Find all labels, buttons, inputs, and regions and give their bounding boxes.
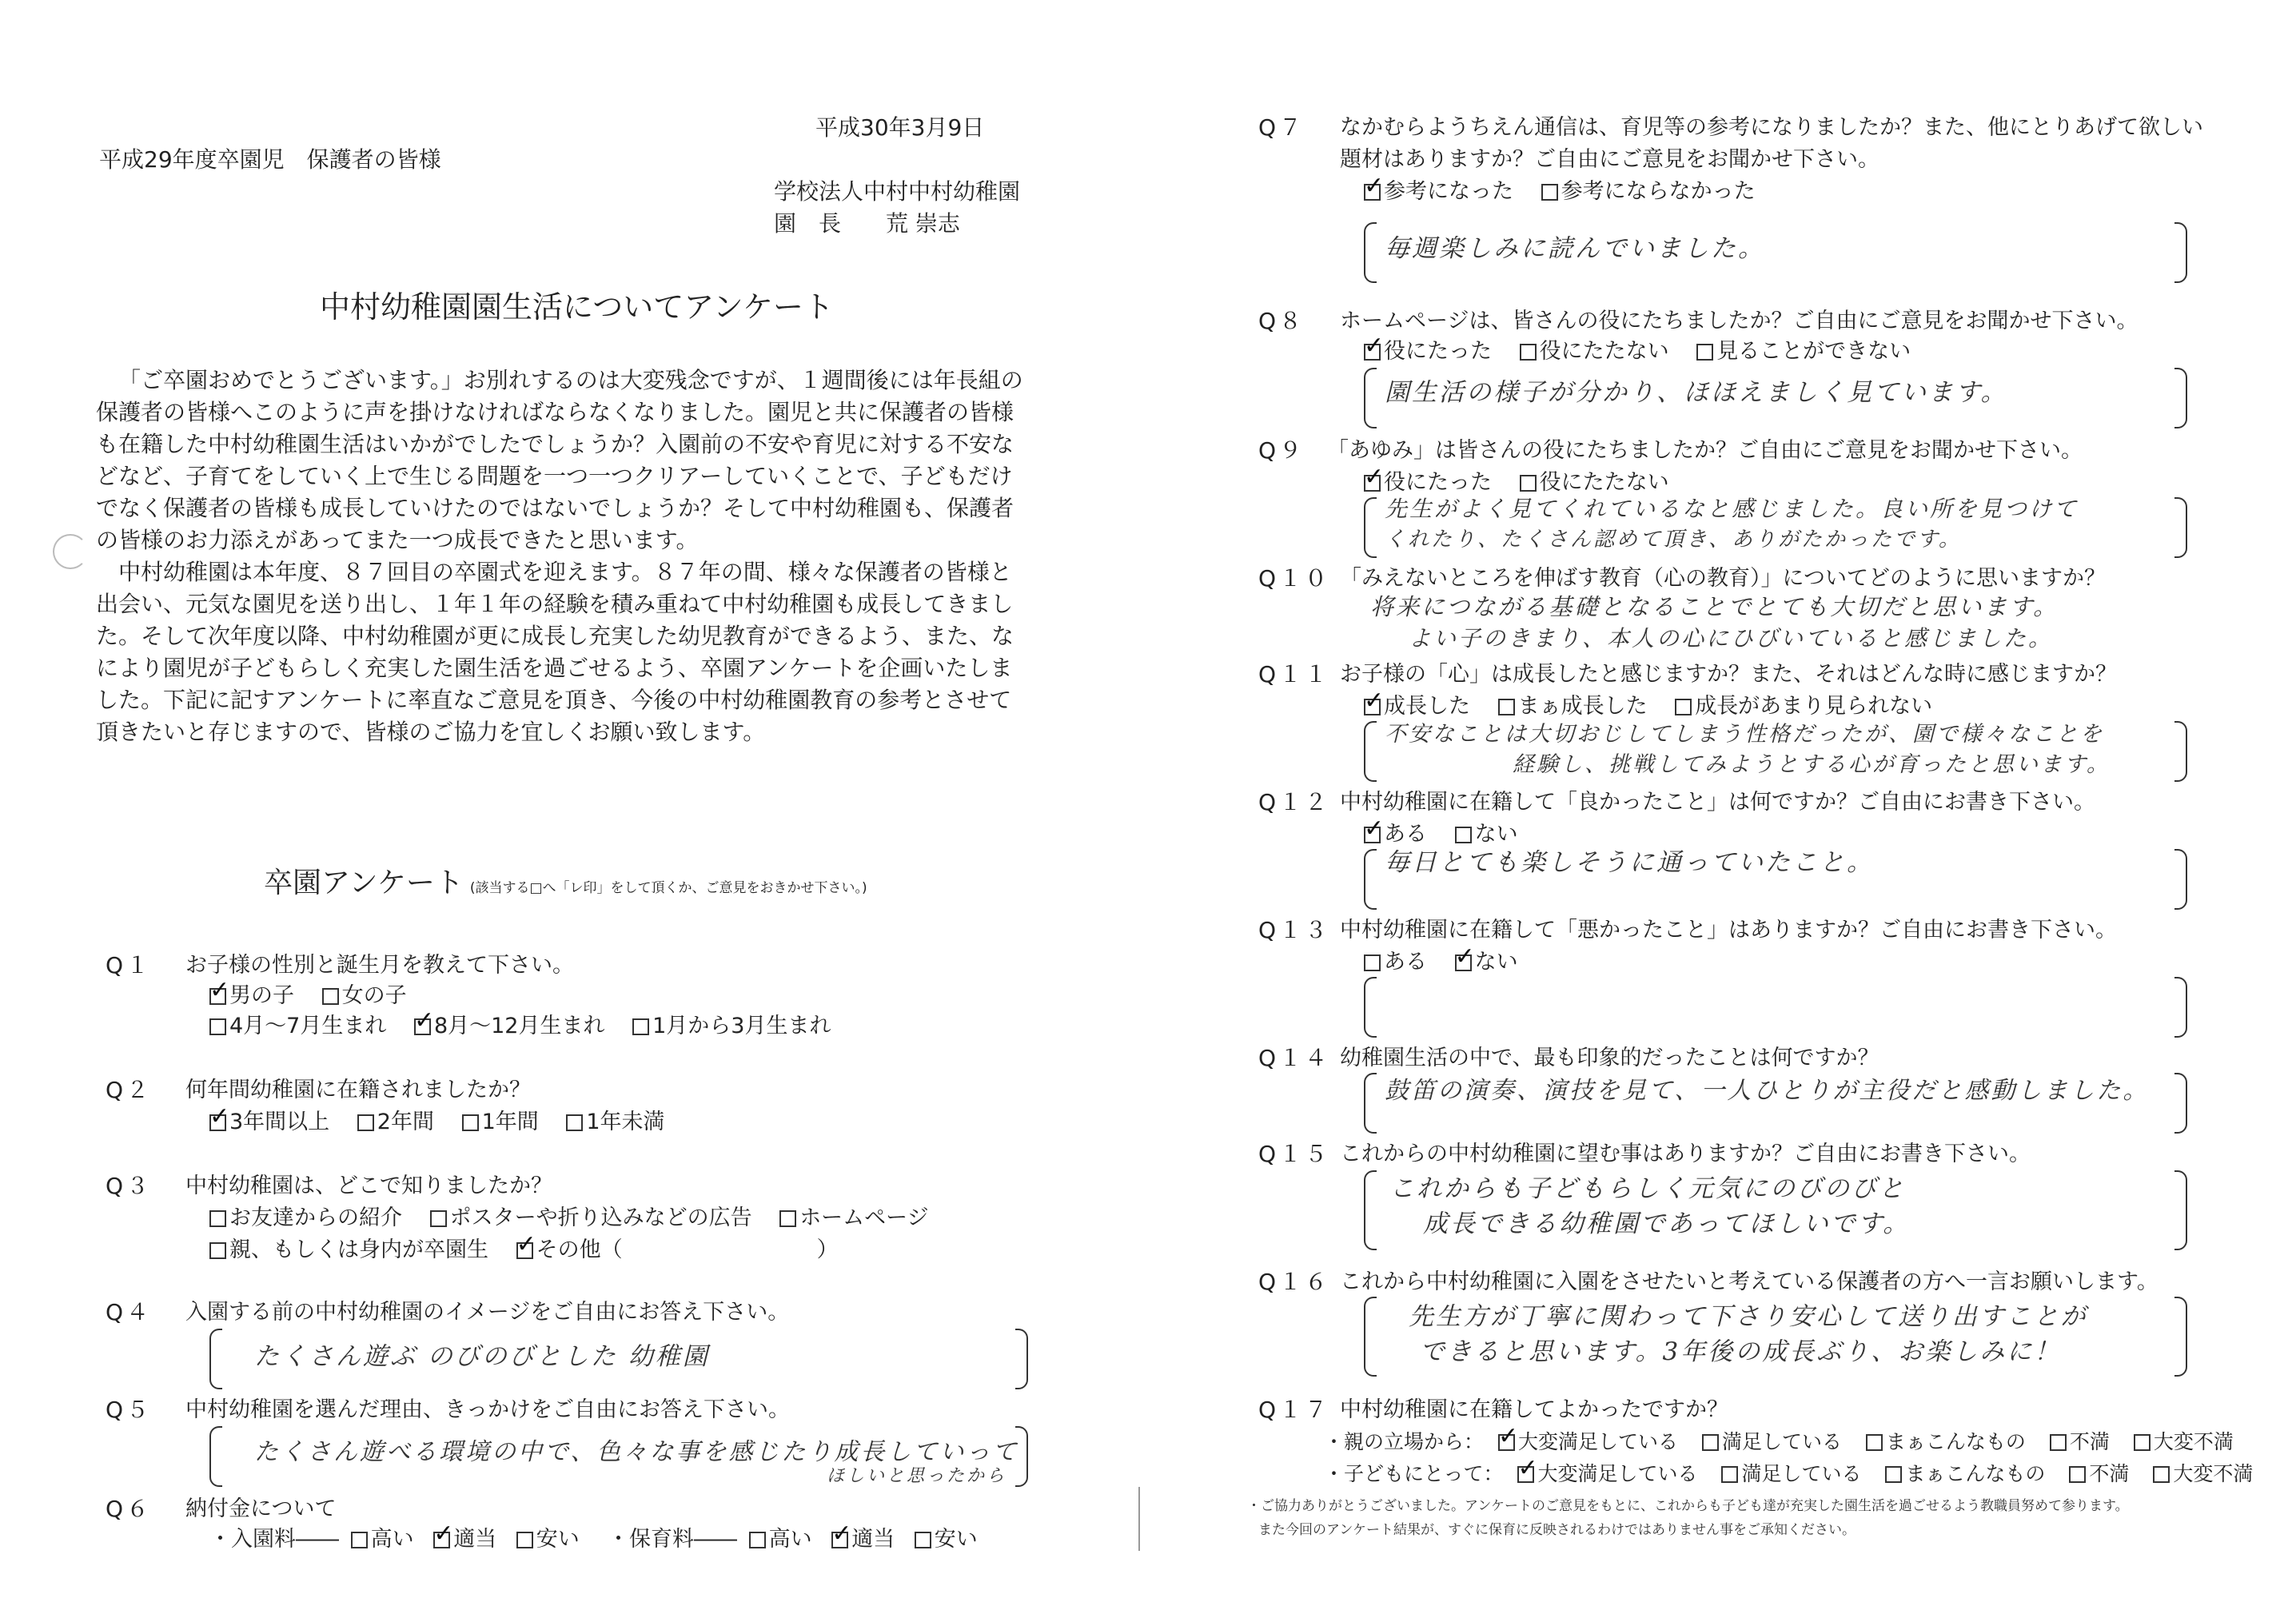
checkbox[interactable] (749, 1532, 766, 1548)
option-label: 大変不満 (2173, 1462, 2254, 1485)
option-label: 大変満足している (1537, 1462, 1698, 1485)
q17-parent-row (1324, 1428, 2234, 1457)
q3-option-friend[interactable] (209, 1204, 402, 1233)
option-label: ない (1474, 822, 1518, 847)
checkbox-checked[interactable] (414, 1018, 431, 1035)
document-date: 平成30年3月9日 (815, 114, 985, 141)
q12-number: Q１２ (1258, 789, 1331, 815)
q16-number: Q１６ (1258, 1269, 1331, 1295)
checkbox[interactable] (351, 1532, 368, 1548)
checkbox-checked[interactable] (831, 1532, 848, 1548)
q14-number: Q１４ (1258, 1045, 1331, 1071)
option-label: 参考にならなかった (1561, 179, 1756, 204)
q2-option-less-1year[interactable] (566, 1108, 664, 1137)
checkbox[interactable] (632, 1018, 649, 1035)
survey-title-text: 卒園アンケート (264, 867, 464, 899)
option-label: お友達からの紹介 (229, 1206, 402, 1230)
q1-number: Q１ (106, 952, 153, 978)
q3-option-poster[interactable] (430, 1204, 752, 1233)
checkbox[interactable] (1520, 344, 1537, 361)
checkbox-checked[interactable] (1455, 954, 1472, 971)
checkbox-checked[interactable] (1364, 475, 1381, 492)
option-label: 適当 (453, 1527, 497, 1552)
option-label: 2年間 (377, 1110, 434, 1134)
q17-child-label: ・子どもにとって： (1324, 1462, 1504, 1485)
q3-number: Q３ (106, 1173, 153, 1199)
checkbox[interactable] (1520, 475, 1537, 492)
checkbox-checked[interactable] (1364, 699, 1381, 715)
q5-number: Q５ (106, 1397, 153, 1423)
intro-paragraph-2: 中村幼稚園は本年度、８７回目の卒園式を迎えます。８７年の間、様々な保護者の皆様と出会い、元気な園児を送り出し、１年１年の経験を積み重ねて中村幼稚園も成長してきました。そして次年度以降、中村幼稚園が更に成長し充実した幼児教育ができるよう、また、なにより園児が子どもらしく充実した園生活を過ごせるよう、卒園アンケートを企画いたしました。下記に記すアンケートに率直なご意見を頂き、今後の中村幼稚園教育の参考とさせて頂きたいと存じますので、皆様のご協力を宜しくお願い致します。 (96, 559, 1014, 745)
q1-option-boy[interactable] (209, 982, 294, 1010)
checkbox[interactable] (462, 1114, 479, 1131)
q2-option-1year[interactable] (462, 1108, 539, 1137)
q13-option-yes[interactable] (1364, 948, 1427, 977)
q17-child-very-satisfied[interactable] (1517, 1460, 1697, 1488)
checkbox[interactable] (915, 1532, 931, 1548)
q11-handwritten-answer: 不安なことは大切おじしてしまう性格だったが、園で様々なことを (1385, 722, 2104, 747)
q1-option-jan-mar[interactable] (632, 1012, 831, 1041)
q6-number: Q６ (106, 1496, 153, 1522)
checkbox[interactable] (209, 1242, 226, 1259)
q1-option-apr-jul[interactable] (209, 1012, 386, 1041)
q7-text-line2: 題材はありますか？ご自由にご意見をお聞かせ下さい。 (1340, 147, 1879, 172)
q17-child-dissatisfied[interactable] (2069, 1460, 2129, 1488)
q5-handwritten-answer: たくさん遊べる環境の中で、色々な事を感じたり成長していって (254, 1438, 1019, 1466)
q9-handwritten-answer: 先生がよく見てくれているなと感じました。良い所を見つけて (1385, 496, 2079, 522)
checkbox[interactable] (1696, 344, 1713, 361)
intro-paragraph-1: 「ご卒園おめでとうございます。」お別れするのは大変残念ですが、１週間後には年長組の保護者の皆様へこのように声を掛けなければならなくなりました。園児と共に保護者の皆様も在籍した中村幼稚園生活はいかがでしたでしょうか？入園前の不安や育児に対する不安などなど、子育てをしていく上で生じる問題を一つ一つクリアーしていくことで、子どもだけでなく保護者の皆様も成長していけたのではないでしょうか？そして中村幼稚園も、保護者の皆様のお力添えがあってまた一つ成長できたと思います。 (96, 367, 1023, 553)
q1-text: お子様の性別と誕生月を教えて下さい。 (185, 953, 574, 978)
school-name: 学校法人中村中村幼稚園 (774, 178, 1021, 205)
option-label: 8月～12月生まれ (433, 1014, 605, 1038)
q12-option-no[interactable] (1455, 820, 1518, 849)
option-label: ポスターや折り込みなどの広告 (449, 1206, 752, 1230)
q9-text: 「あゆみ」は皆さんの役にたちましたか？ご自由にご意見をお聞かせ下さい。 (1327, 438, 2083, 463)
q4-text: 入園する前の中村幼稚園のイメージをご自由にお答え下さい。 (185, 1300, 790, 1325)
q17-parent-very-satisfied[interactable] (1498, 1428, 1678, 1457)
q10-text: 「みえないところを伸ばす教育（心の教育）」についてどのように思いますか？ (1340, 566, 2106, 591)
q13-answer-box[interactable] (1364, 977, 2187, 1038)
q2-number: Q２ (106, 1077, 153, 1103)
q17-child-so-so[interactable] (1885, 1460, 2045, 1488)
q1-option-aug-dec[interactable] (414, 1012, 605, 1041)
q7-options (1364, 177, 1776, 206)
option-label: 役にたった (1384, 470, 1492, 495)
q16-handwritten-answer-line2: できると思います。3年後の成長ぶり、お楽しみに！ (1420, 1337, 2062, 1366)
q9-number: Q９ (1258, 437, 1305, 464)
q1-gender-options (209, 982, 428, 1010)
q8-number: Q８ (1258, 308, 1305, 334)
checkbox[interactable] (1721, 1466, 1738, 1483)
q6-entry-low[interactable] (516, 1525, 580, 1554)
q3-options-row2 (209, 1236, 859, 1265)
q4-number: Q４ (106, 1299, 153, 1325)
checkbox[interactable] (566, 1114, 583, 1131)
option-label: 大変満足している (1517, 1430, 1678, 1453)
checkbox-checked[interactable] (1364, 344, 1381, 361)
option-label: ない (1474, 950, 1518, 974)
option-label: 成長した (1384, 694, 1470, 719)
q10-number: Q１０ (1258, 565, 1331, 592)
option-label: 役にたたない (1539, 339, 1669, 364)
q14-handwritten-answer: 鼓笛の演奏、演技を見て、一人ひとりが主役だと感動しました。 (1385, 1077, 2150, 1105)
q17-child-very-dissatisfied[interactable] (2153, 1460, 2253, 1488)
q11-option-grew[interactable] (1364, 692, 1470, 721)
q12-options (1364, 820, 1539, 849)
checkbox-checked[interactable] (1498, 1434, 1515, 1451)
q6-entry-fee-label: ・入園料―― (209, 1527, 339, 1552)
checkbox-checked[interactable] (516, 1242, 533, 1259)
checkbox[interactable] (2069, 1466, 2086, 1483)
q2-options (209, 1108, 686, 1137)
checkbox-checked[interactable] (1517, 1466, 1534, 1483)
q2-option-3years[interactable] (209, 1108, 329, 1137)
q17-parent-very-dissatisfied[interactable] (2134, 1428, 2234, 1457)
checkbox-checked[interactable] (433, 1532, 450, 1548)
q16-handwritten-answer: 先生方が丁寧に関わって下さり安心して送り出すことが (1409, 1302, 2088, 1331)
q6-text: 納付金について (185, 1496, 337, 1521)
option-label: 男の子 (229, 983, 294, 1008)
q17-child-row (1324, 1460, 2253, 1488)
option-label: 成長があまり見られない (1695, 694, 1933, 719)
checkbox[interactable] (2134, 1434, 2151, 1451)
option-label: 安い (934, 1527, 978, 1552)
q4-handwritten-answer: たくさん遊ぶ のびのびとした 幼稚園 (254, 1342, 710, 1371)
option-label: 1月から3月生まれ (652, 1014, 831, 1038)
q11-handwritten-answer-line2: 経験し、挑戦してみようとする心が育ったと思います。 (1513, 752, 2111, 777)
checkbox-checked[interactable] (209, 988, 226, 1005)
option-label: 不満 (2069, 1430, 2110, 1453)
q15-handwritten-answer-line2: 成長できる幼稚園であってほしいです。 (1423, 1210, 1911, 1238)
q3-option-family-alumni[interactable] (209, 1236, 488, 1265)
q17-text: 中村幼稚園に在籍してよかったですか？ (1340, 1397, 1728, 1422)
page-title: 中村幼稚園園生活についてアンケート (320, 289, 834, 325)
q17-parent-so-so[interactable] (1866, 1428, 2026, 1457)
survey-instructions: (該当する□へ「レ印」をして頂くか、ご意見をおきかせ下さい。) (469, 880, 867, 896)
q2-option-2years[interactable] (357, 1108, 434, 1137)
q6-care-low[interactable] (915, 1525, 978, 1554)
q6-entry-high[interactable] (351, 1525, 414, 1554)
q6-care-fee-label: ・保育料―― (608, 1527, 737, 1552)
q14-text: 幼稚園生活の中で、最も印象的だったことは何ですか？ (1340, 1046, 1879, 1070)
q3-options-row1 (209, 1204, 950, 1233)
option-label: その他（ ） (536, 1237, 839, 1262)
footer-note-line1: ・ご協力ありがとうございました。アンケートのご意見をもとに、これからも子ども達が充実した園生活を過ごせるよう教職員努めて参ります。 (1247, 1498, 2129, 1514)
option-label: まぁこんなもの (1885, 1430, 2026, 1453)
checkbox[interactable] (1498, 699, 1515, 715)
q8-option-cannot-view[interactable] (1696, 337, 1911, 366)
checkbox-checked[interactable] (209, 1114, 226, 1131)
q13-option-no[interactable] (1455, 948, 1518, 977)
option-label: ある (1384, 822, 1427, 847)
q7-handwritten-answer: 毎週楽しみに読んでいました。 (1385, 234, 1765, 263)
page-divider (1138, 1487, 1140, 1551)
checkbox[interactable] (1541, 184, 1558, 201)
q13-number: Q１３ (1258, 917, 1331, 943)
q11-options (1364, 692, 1953, 721)
q7-option-not-useful[interactable] (1541, 177, 1756, 206)
q5-text: 中村幼稚園を選んだ理由、きっかけをご自由にお答え下さい。 (185, 1397, 790, 1422)
checkbox[interactable] (1702, 1434, 1719, 1451)
q15-handwritten-answer: これからも子どもらしく元気にのびのびと (1389, 1174, 1906, 1203)
option-label: 参考になった (1384, 179, 1513, 204)
option-label: まぁ成長した (1517, 694, 1648, 719)
q10-handwritten-answer: 将来につながる基礎となることでとても大切だと思います。 (1370, 593, 2059, 620)
q15-text: これからの中村幼稚園に望む事はありますか？ご自由にお書き下さい。 (1340, 1142, 2031, 1166)
q13-options (1364, 948, 1539, 977)
q5-handwritten-answer-line2: ほしいと思ったから (827, 1466, 1007, 1486)
option-label: 満足している (1741, 1462, 1862, 1485)
option-label: 親、もしくは身内が卒園生 (229, 1237, 488, 1262)
q12-handwritten-answer: 毎日とても楽しそうに通っていたこと。 (1385, 848, 1874, 877)
option-label: 見ることができない (1716, 339, 1911, 364)
q17-number: Q１７ (1258, 1397, 1331, 1423)
checkbox[interactable] (209, 1210, 226, 1227)
checkbox[interactable] (1364, 954, 1381, 971)
option-label: 4月～7月生まれ (229, 1014, 387, 1038)
option-label: 高い (768, 1527, 812, 1552)
q8-option-useful[interactable] (1364, 337, 1492, 366)
checkbox[interactable] (2050, 1434, 2067, 1451)
q7-text-line1: なかむらようちえん通信は、育児等の参考になりましたか？また、他にとりあげて欲しい (1340, 115, 2203, 140)
q7-option-useful[interactable] (1364, 177, 1513, 206)
q6-entry-fair[interactable] (433, 1525, 496, 1554)
q17-parent-label: ・親の立場から： (1324, 1430, 1485, 1453)
checkbox[interactable] (779, 1210, 796, 1227)
checkbox-checked[interactable] (1364, 184, 1381, 201)
checkbox[interactable] (357, 1114, 374, 1131)
q10-handwritten-answer-line2: よい子のきまり、本人の心にひびいていると感じました。 (1409, 625, 2054, 652)
option-label: 1年未満 (586, 1110, 665, 1134)
option-label: 1年間 (481, 1110, 539, 1134)
q6-entry-fee-row (209, 1525, 600, 1554)
q6-care-fee-row (608, 1525, 999, 1554)
q8-option-not-useful[interactable] (1520, 337, 1669, 366)
checkbox[interactable] (1675, 699, 1692, 715)
checkbox[interactable] (1455, 827, 1472, 843)
option-label: ある (1384, 950, 1427, 974)
q3-option-homepage[interactable] (779, 1204, 928, 1233)
option-label: 不満 (2089, 1462, 2130, 1485)
q16-text: これから中村幼稚園に入園をさせたいと考えている保護者の方へ一言お願いします。 (1340, 1269, 2158, 1294)
q6-care-high[interactable] (749, 1525, 812, 1554)
q11-option-somewhat-grew[interactable] (1498, 692, 1648, 721)
checkbox[interactable] (1866, 1434, 1883, 1451)
option-label: 高い (370, 1527, 414, 1552)
q9-handwritten-answer-line2: くれたり、たくさん認めて頂き、ありがたかったです。 (1385, 528, 1962, 552)
checkbox-checked[interactable] (1364, 827, 1381, 843)
footer-note-line2: また今回のアンケート結果が、すぐに保育に反映されるわけではありません事をご承知ください。 (1258, 1522, 1856, 1538)
checkbox[interactable] (322, 988, 339, 1005)
q2-text: 何年間幼稚園に在籍されましたか？ (185, 1078, 531, 1102)
checkbox[interactable] (430, 1210, 447, 1227)
q11-text: お子様の「心」は成長したと感じますか？また、それはどんな時に感じますか？ (1340, 662, 2117, 687)
option-label: 役にたたない (1539, 470, 1669, 495)
q3-option-other[interactable] (516, 1236, 839, 1265)
q1-month-options (209, 1012, 851, 1041)
principal-name: 園 長 荒 崇志 (774, 210, 960, 237)
q8-text: ホームページは、皆さんの役にたちましたか？ご自由にご意見をお聞かせ下さい。 (1340, 309, 2139, 333)
survey-title (264, 865, 867, 907)
recipient-line: 平成29年度卒園児 保護者の皆様 (99, 146, 441, 173)
q13-text: 中村幼稚園に在籍して「悪かったこと」はありますか？ご自由にお書き下さい。 (1340, 918, 2117, 943)
q1-option-girl[interactable] (322, 982, 407, 1010)
q7-number: Q７ (1258, 114, 1305, 141)
q17-parent-dissatisfied[interactable] (2050, 1428, 2110, 1457)
intro-text (96, 365, 1031, 748)
q6-care-fair[interactable] (831, 1525, 895, 1554)
option-label: 安い (536, 1527, 580, 1552)
q11-option-little-growth[interactable] (1675, 692, 1932, 721)
option-label: ホームページ (799, 1206, 929, 1230)
q11-number: Q１１ (1258, 661, 1331, 687)
option-label: まぁこんなもの (1905, 1462, 2046, 1485)
checkbox[interactable] (1885, 1466, 1902, 1483)
option-label: 満足している (1721, 1430, 1842, 1453)
q3-text: 中村幼稚園は、どこで知りましたか？ (185, 1174, 552, 1198)
option-label: 適当 (851, 1527, 895, 1552)
checkbox[interactable] (2153, 1466, 2170, 1483)
punch-hole-mark (53, 534, 88, 569)
checkbox[interactable] (516, 1532, 533, 1548)
checkbox[interactable] (209, 1018, 226, 1035)
q17-parent-satisfied[interactable] (1702, 1428, 1842, 1457)
q8-handwritten-answer: 園生活の様子が分かり、ほほえましく見ています。 (1385, 378, 2008, 407)
q15-number: Q１５ (1258, 1141, 1331, 1167)
option-label: 3年間以上 (229, 1110, 330, 1134)
q8-options (1364, 337, 1931, 366)
q12-option-yes[interactable] (1364, 820, 1427, 849)
q17-child-satisfied[interactable] (1721, 1460, 1861, 1488)
option-label: 大変不満 (2153, 1430, 2234, 1453)
option-label: 女の子 (341, 983, 407, 1008)
q12-text: 中村幼稚園に在籍して「良かったこと」は何ですか？ご自由にお書き下さい。 (1340, 790, 2095, 815)
option-label: 役にたった (1384, 339, 1492, 364)
